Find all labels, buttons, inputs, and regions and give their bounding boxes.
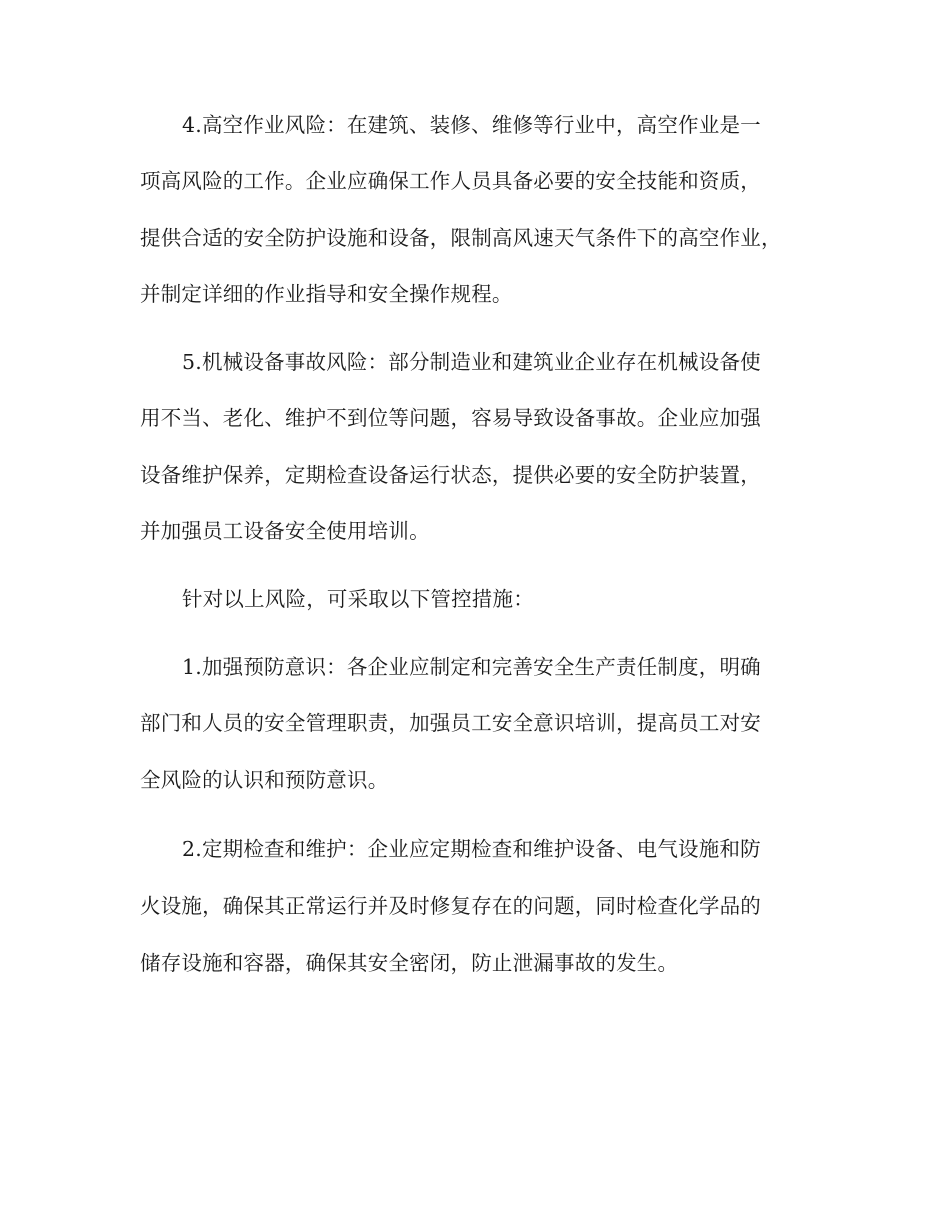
paragraph-line: 并加强员工设备安全使用培训。 bbox=[140, 519, 430, 543]
paragraph-line: 用不当、老化、维护不到位等问题，容易导致设备事故。企业应加强 bbox=[140, 406, 761, 430]
paragraph-line: 火设施，确保其正常运行并及时修复存在的问题，同时检查化学品的 bbox=[140, 894, 761, 918]
paragraph-line: 1.加强预防意识：各企业应制定和完善安全生产责任制度，明确 bbox=[182, 655, 761, 679]
paragraph-line: 2.定期检查和维护：企业应定期检查和维护设备、电气设施和防 bbox=[182, 837, 761, 861]
paragraph-line: 针对以上风险，可采取以下管控措施： bbox=[182, 587, 534, 611]
paragraph-line: 5.机械设备事故风险：部分制造业和建筑业企业存在机械设备使 bbox=[182, 350, 761, 374]
paragraph-line: 项高风险的工作。企业应确保工作人员具备必要的安全技能和资质， bbox=[140, 169, 761, 193]
paragraph-line: 提供合适的安全防护设施和设备，限制高风速天气条件下的高空作业， bbox=[140, 226, 782, 250]
paragraph-line: 4.高空作业风险：在建筑、装修、维修等行业中，高空作业是一 bbox=[182, 113, 761, 137]
paragraph-line: 并制定详细的作业指导和安全操作规程。 bbox=[140, 282, 513, 306]
paragraph-line: 部门和人员的安全管理职责，加强员工安全意识培训，提高员工对安 bbox=[140, 711, 761, 735]
paragraph-line: 储存设施和容器，确保其安全密闭，防止泄漏事故的发生。 bbox=[140, 951, 679, 975]
paragraph-line: 全风险的认识和预防意识。 bbox=[140, 768, 389, 792]
paragraph-line: 设备维护保养，定期检查设备运行状态，提供必要的安全防护装置， bbox=[140, 463, 761, 487]
